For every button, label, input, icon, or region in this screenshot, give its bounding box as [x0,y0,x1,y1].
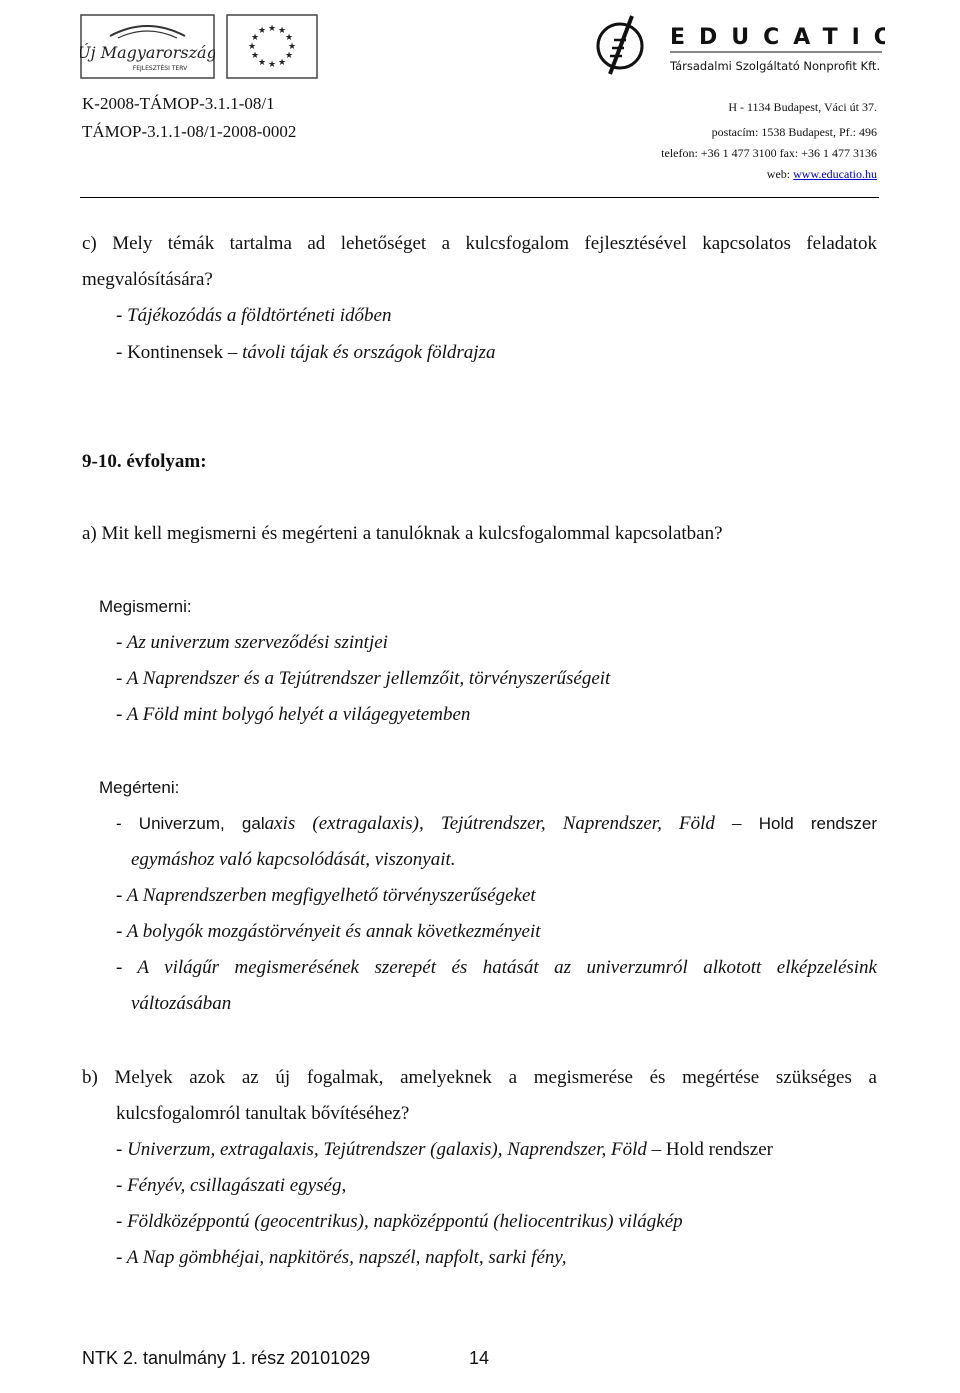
eu-flag-logo [226,14,318,79]
svg-text:★: ★ [257,58,267,68]
megerteni-item-continued: változásában [131,993,232,1014]
b-list-item: - A Nap gömbhéjai, napkitörés, napszél, napfolt, sarki fény, [116,1247,567,1268]
svg-text:FEJLESZTÉSI TERV: FEJLESZTÉSI TERV [132,65,188,72]
website-link[interactable]: www.educatio.hu [793,167,877,181]
megerteni-item: - Univerzum, galaxis (extragalaxis), Tejútrendszer, Naprendszer, Föld – Hold rendszer [116,813,877,834]
megerteni-label: Megérteni: [99,778,180,797]
c-list-item: - Tájékozódás a földtörténeti időben [116,305,392,326]
svg-text:★: ★ [287,42,297,52]
grade-heading: 9-10. évfolyam: [82,451,207,472]
c-question-continued: megvalósítására? [82,269,213,290]
svg-text:★: ★ [257,26,267,36]
c-question: c) Mely témák tartalma ad lehetőséget a kulcsfogalom fejlesztésével kapcsolatos feladatok [82,233,877,254]
a-question: a) Mit kell megismerni és megérteni a tanulóknak a kulcsfogalommal kapcsolatban? [82,523,723,544]
postal-address: postacím: 1538 Budapest, Pf.: 496 [711,125,877,139]
svg-text:★: ★ [277,26,287,36]
svg-text:Új Magyarország: Új Magyarország [80,43,215,62]
phone-fax: telefon: +36 1 477 3100 fax: +36 1 477 3136 [661,146,877,160]
b-question-continued: kulcsfogalomról tanultak bővítéséhez? [116,1103,410,1124]
svg-text:★: ★ [250,51,260,61]
b-question: b) Melyek azok az új fogalmak, amelyeknek a megismerése és megértése szükséges a [82,1067,877,1088]
svg-text:EDUCATIO: EDUCATIO [670,25,885,50]
address-line: H - 1134 Budapest, Váci út 37. [728,100,877,114]
svg-text:★: ★ [277,58,287,68]
svg-text:★: ★ [247,42,257,52]
megismerni-item: - A Naprendszer és a Tejútrendszer jellemzőit, törvényszerűségeit [116,668,611,689]
svg-text:★: ★ [284,33,294,43]
megerteni-item-continued: egymáshoz való kapcsolódását, viszonyait. [131,849,456,870]
svg-text:Társadalmi Szolgáltató Nonprof: Társadalmi Szolgáltató Nonprofit Kft. [670,59,881,73]
project-reference-1: K-2008-TÁMOP-3.1.1-08/1 [82,94,275,113]
educatio-logo [590,10,885,80]
svg-text:★: ★ [267,60,277,70]
web-label: web: [766,167,794,181]
megerteni-item: - A Naprendszerben megfigyelhető törvényszerűségeket [116,885,536,906]
c-list-item: - Kontinensek – távoli tájak és országok földrajza [116,342,496,363]
footer-document-label: NTK 2. tanulmány 1. rész 20101029 [82,1348,371,1368]
megerteni-item: - A bolygók mozgástörvényeit és annak következményeit [116,921,541,942]
megerteni-item: - A világűr megismerésének szerepét és hatását az univerzumról alkotott elképzelésink [116,957,877,978]
uj-magyarorszag-logo [80,14,215,79]
svg-text:★: ★ [284,51,294,61]
b-list-item: - Fényév, csillagászati egység, [116,1175,347,1196]
megismerni-label: Megismerni: [99,597,192,616]
megismerni-item: - Az univerzum szerveződési szintjei [116,632,388,653]
page-number: 14 [469,1348,490,1368]
svg-text:★: ★ [267,24,277,34]
web-line [767,167,877,182]
b-list-item: - Földközéppontú (geocentrikus), napközéppontú (heliocentrikus) világkép [116,1211,683,1232]
b-list-item: - Univerzum, extragalaxis, Tejútrendszer (galaxis), Naprendszer, Föld – Hold rendszer [116,1139,774,1160]
project-reference-2: TÁMOP-3.1.1-08/1-2008-0002 [82,122,297,141]
megismerni-item: - A Föld mint bolygó helyét a világegyetemben [116,704,471,725]
svg-text:★: ★ [250,33,260,43]
header-divider [80,197,879,198]
